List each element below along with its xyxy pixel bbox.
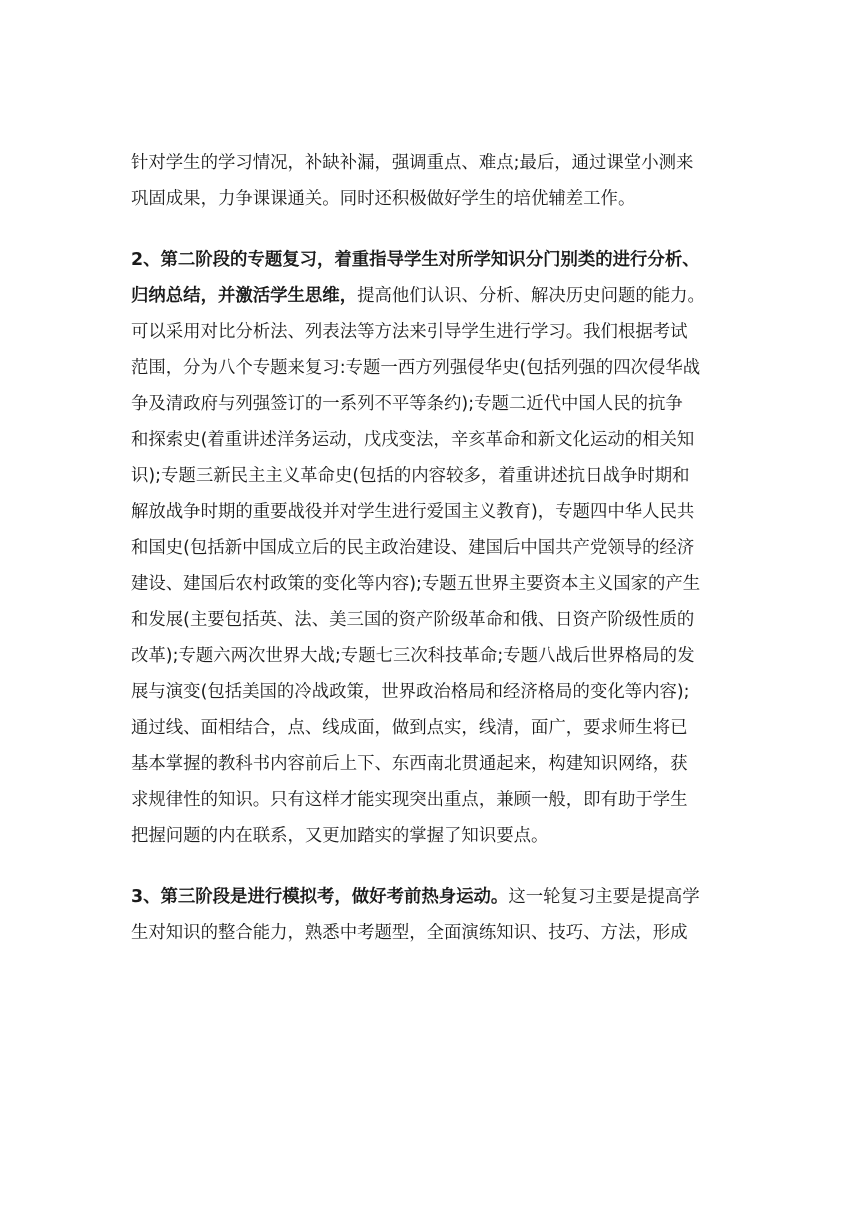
paragraph-2 xyxy=(131,242,731,854)
text-line: 基本掌握的教科书内容前后上下、东西南北贯通起来，构建知识网络，获 xyxy=(131,754,688,774)
text-line: 识);专题三新民主主义革命史(包括的内容较多，着重讲述抗日战争时期和 xyxy=(131,466,690,486)
text-line: 范围，分为八个专题来复习:专题一西方列强侵华史(包括列强的四次侵华战 xyxy=(131,358,701,378)
text-line: 求规律性的知识。只有这样才能实现突出重点，兼顾一般，即有助于学生 xyxy=(131,790,688,810)
paragraph-3 xyxy=(131,879,731,951)
text-line: 争及清政府与列强签订的一系列不平等条约);专题二近代中国人民的抗争 xyxy=(131,394,683,414)
text-line: 针对学生的学习情况，补缺补漏，强调重点、难点;最后，通过课堂小测来 xyxy=(131,153,694,173)
paragraph-spacer xyxy=(131,854,731,879)
text-fragment: 提高他们认识、分析、解决历史问题的能力。 xyxy=(357,286,705,306)
text-line: 把握问题的内在联系，又更加踏实的掌握了知识要点。 xyxy=(131,826,549,846)
text-fragment: 这一轮复习主要是提高学 xyxy=(508,887,700,907)
text-line: 解放战争时期的重要战役并对学生进行爱国主义教育)，专题四中华人民共 xyxy=(131,502,695,522)
text-line: 生对知识的整合能力，熟悉中考题型，全面演练知识、技巧、方法，形成 xyxy=(131,923,688,943)
document-page xyxy=(131,145,731,951)
text-line: 可以采用对比分析法、列表法等方法来引导学生进行学习。我们根据考试 xyxy=(131,322,688,342)
heading-fragment: 归纳总结，并激活学生思维， xyxy=(131,286,358,306)
heading-line: 2、第二阶段的专题复习，着重指导学生对所学知识分门别类的进行分析、 xyxy=(131,250,700,270)
text-line: 建设、建国后农村政策的变化等内容);专题五世界主要资本主义国家的产生 xyxy=(131,574,701,594)
text-line: 和发展(主要包括英、法、美三国的资产阶级革命和俄、日资产阶级性质的 xyxy=(131,610,695,630)
mixed-line xyxy=(131,879,731,915)
mixed-line xyxy=(131,278,731,314)
text-line: 巩固成果，力争课课通关。同时还积极做好学生的培优辅差工作。 xyxy=(131,189,636,209)
text-line: 展与演变(包括美国的冷战政策，世界政治格局和经济格局的变化等内容); xyxy=(131,682,690,702)
text-line: 和国史(包括新中国成立后的民主政治建设、建国后中国共产党领导的经济 xyxy=(131,538,695,558)
text-line: 和探索史(着重讲述洋务运动，戊戌变法，辛亥革命和新文化运动的相关知 xyxy=(131,430,695,450)
text-line: 改革);专题六两次世界大战;专题七三次科技革命;专题八战后世界格局的发 xyxy=(131,646,695,666)
text-line: 通过线、面相结合，点、线成面，做到点实，线清，面广，要求师生将已 xyxy=(131,718,688,738)
paragraph-1 xyxy=(131,145,731,217)
heading-fragment: 3、第三阶段是进行模拟考，做好考前热身运动。 xyxy=(131,887,509,907)
paragraph-spacer xyxy=(131,217,731,242)
